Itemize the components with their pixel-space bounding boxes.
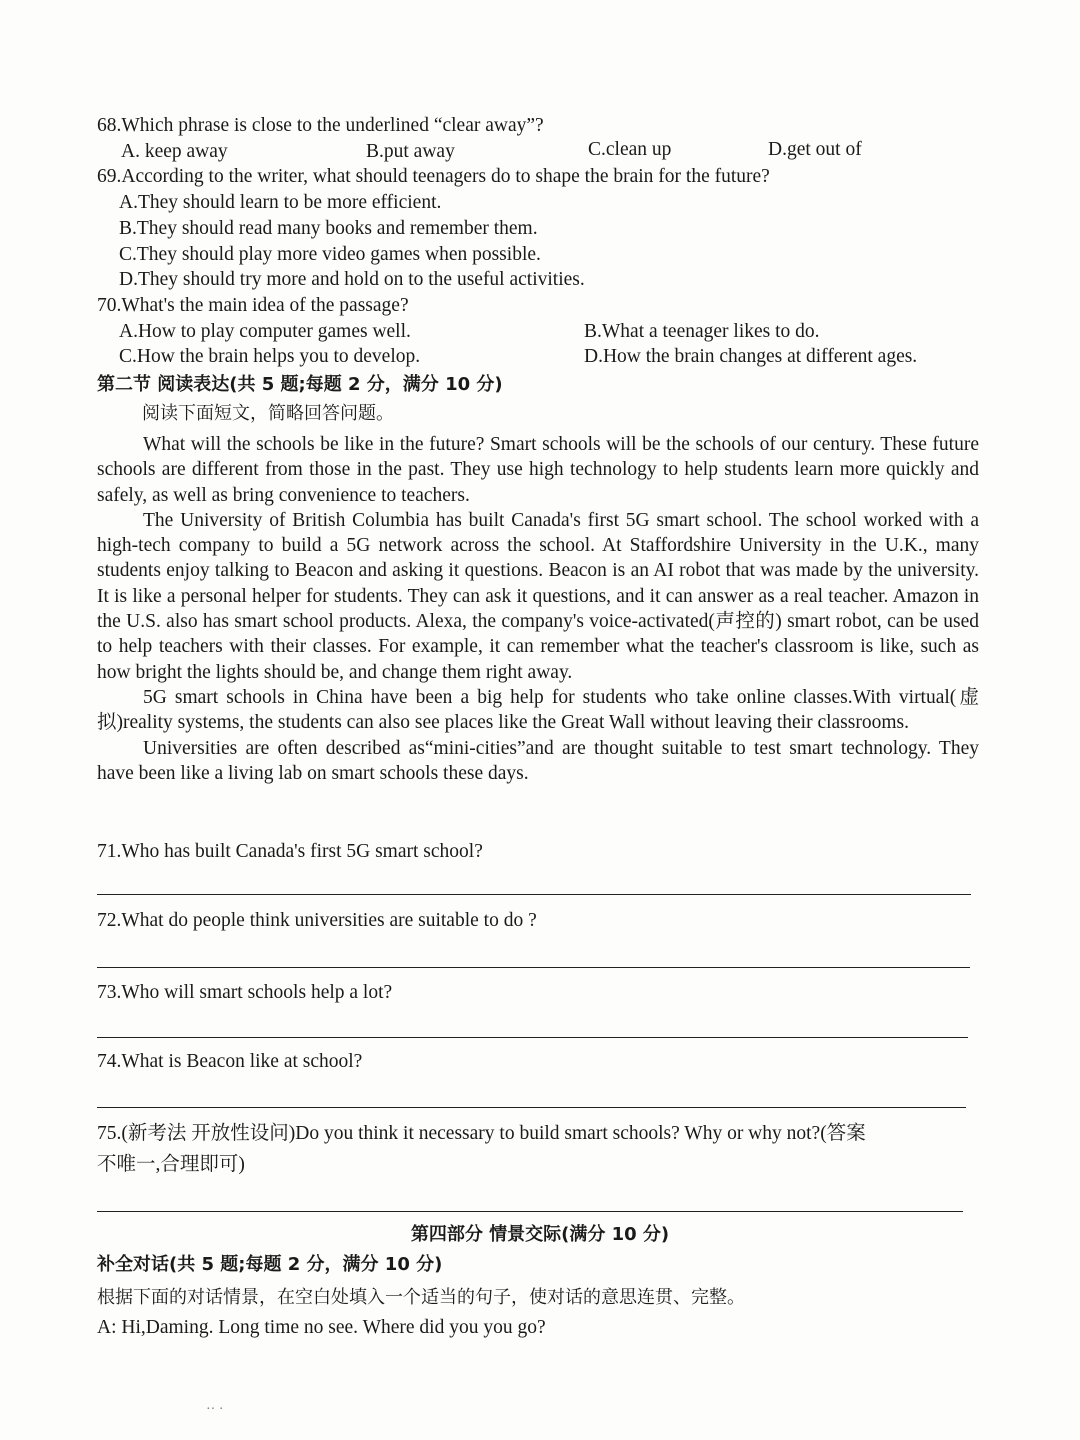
answer-line-73[interactable] (97, 1037, 968, 1038)
answer-line-71[interactable] (97, 894, 971, 895)
q70-option-b: B.What a teenager likes to do. (584, 321, 820, 342)
q69-option-d: D.They should try more and hold on to the useful activities. (119, 269, 585, 290)
answer-line-74[interactable] (97, 1107, 966, 1108)
question-73: 73.Who will smart schools help a lot? (97, 982, 393, 1003)
q69-option-c: C.They should play more video games when possible. (119, 244, 541, 265)
q70-option-d: D.How the brain changes at different ages. (584, 346, 918, 367)
part-4-subheading: 补全对话(共 5 题;每题 2 分，满分 10 分) (97, 1254, 443, 1275)
reading-passage (97, 432, 979, 786)
q68-option-d: D.get out of (768, 139, 862, 160)
q69-option-a: A.They should learn to be more efficient. (119, 192, 442, 213)
footer-marks: ·· · (206, 1402, 224, 1417)
passage-paragraph: The University of British Columbia has built Canada's first 5G smart school. The school worked with a high-tech company to build a 5G network across the school. At Staffordshire University in the U.K., many students enjoy talking to Beacon and asking it questions. Beacon is an AI robot that was made by the university. It is like a personal helper for students. They can ask it questions, and it can answer as a real teacher. Amazon in the U.S. also has smart school products. Alexa, the company's voice-activated(声控的) smart robot, can be used to help teachers with their classes. For example, it can remember what the teacher's classroom is like, such as how bright the lights should be, and change them right away. (97, 509, 979, 683)
answer-line-72[interactable] (97, 967, 970, 968)
passage-paragraph: Universities are often described as“mini-cities”and are thought suitable to test smart technology. They have been like a living lab on smart schools these days. (97, 737, 979, 784)
q70-option-a: A.How to play computer games well. (119, 321, 411, 342)
section-2-heading: 第二节 阅读表达(共 5 题;每题 2 分，满分 10 分) (97, 374, 503, 395)
question-75-continued: 不唯一,合理即可) (97, 1154, 245, 1175)
q70-option-c: C.How the brain helps you to develop. (119, 346, 421, 367)
question-74: 74.What is Beacon like at school? (97, 1051, 363, 1072)
dialogue-line-a1: A: Hi,Daming. Long time no see. Where did you you go? (97, 1317, 546, 1338)
question-72: 72.What do people think universities are suitable to do ? (97, 910, 537, 931)
q68-option-c: C.clean up (588, 139, 672, 160)
answer-line-75[interactable] (97, 1211, 963, 1212)
question-71: 71.Who has built Canada's first 5G smart school? (97, 841, 483, 862)
question-69: 69.According to the writer, what should teenagers do to shape the brain for the future? (97, 166, 770, 187)
q68-option-a: A. keep away (121, 141, 228, 162)
passage-paragraph: What will the schools be like in the future? Smart schools will be the schools of our century. These future schools are different from those in the past. They use high technology to help students learn more quickly and safely, as well as bring convenience to teachers. (97, 434, 979, 506)
passage-paragraph: 5G smart schools in China have been a big help for students who take online classes.With virtual(虚拟)reality systems, the students can also see places like the Great Wall without leaving their classrooms. (97, 686, 979, 734)
question-68: 68.Which phrase is close to the underlined “clear away”? (97, 115, 544, 136)
section-2-instruction: 阅读下面短文，简略回答问题。 (142, 403, 394, 424)
question-75: 75.(新考法 开放性设问)Do you think it necessary to build smart schools? Why or why not?(答案 (97, 1123, 866, 1144)
part-4-instruction: 根据下面的对话情景，在空白处填入一个适当的句子，使对话的意思连贯、完整。 (97, 1287, 745, 1308)
question-70: 70.What's the main idea of the passage? (97, 295, 409, 316)
part-4-title: 第四部分 情景交际(满分 10 分) (410, 1224, 670, 1245)
q68-option-b: B.put away (366, 141, 455, 162)
q69-option-b: B.They should read many books and remember them. (119, 218, 538, 239)
